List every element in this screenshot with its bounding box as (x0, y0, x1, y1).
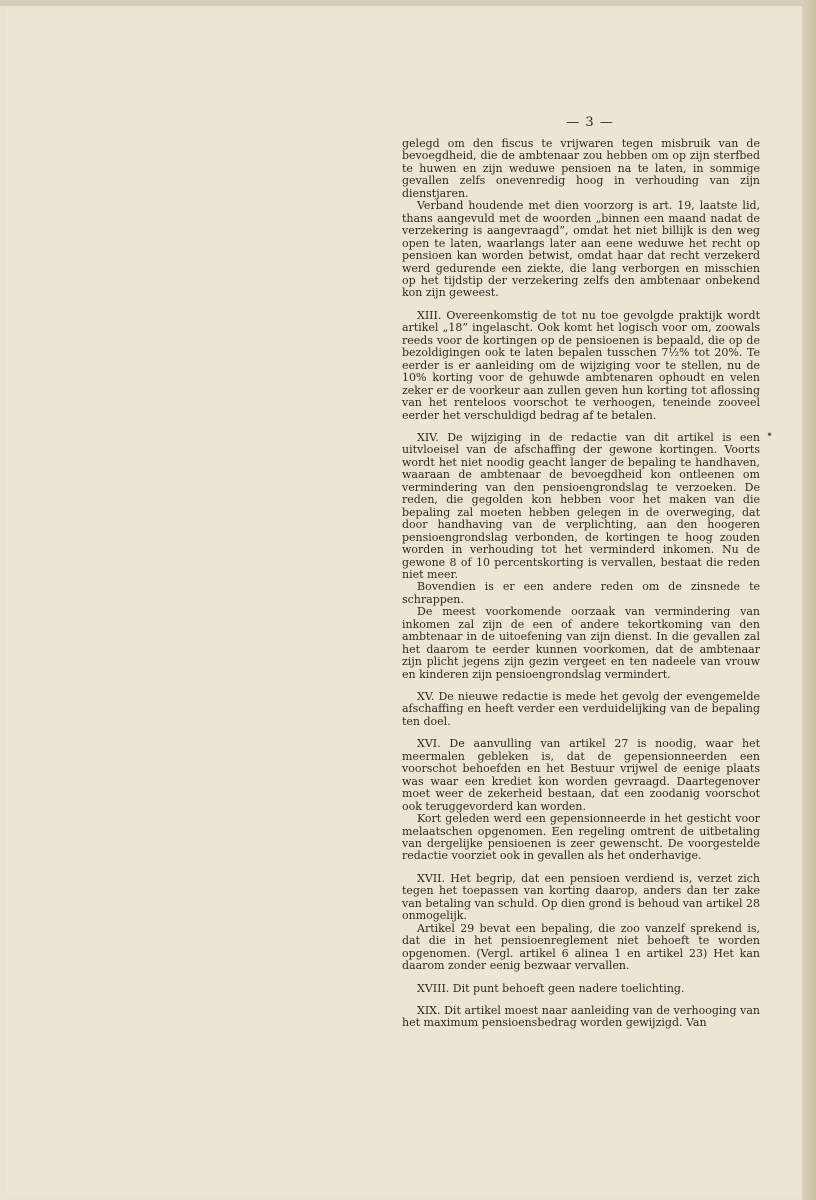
margin-dot: • (766, 428, 774, 442)
page-number: — 3 — (566, 115, 614, 130)
paragraph-xvii: XVII. Het begrip, dat een pensioen verdiend is, verzet zich tegen het toepassen van korting daarop, anders dan ter zake van betaling van schuld. Op dien grond is behoud van artikel 28 onmogelijk. (402, 871, 761, 923)
paragraph-xiv-bovendien: Bovendien is er een andere reden om de zinsnede te schrappen. (402, 580, 760, 606)
paragraph-xviii: XVIII. Dit punt behoeft geen nadere toelichting. (417, 981, 685, 995)
paragraph-art-19: Verband houdende met dien voorzorg is art. 19, laatste lid, thans aangevuld met de woorden „binnen een maand nadat de verzekering is aangevraagd”, omdat het niet billijk is den weg open te laten, waarlangs later aan eene weduwe het recht op pensioen kan worden betwist, omdat haar dat recht verzekerd werd gedurende een ziekte, die lang verborgen en misschien op het tijdstip der verzekering zelfs den ambtenaar onbekend kon zijn geweest. (402, 199, 760, 300)
text-column (402, 138, 760, 1030)
paragraph-xv: XV. De nieuwe redactie is mede het gevolg der evengemelde afschaffing en heeft verder een verduidelijking van de bepaling ten doel. (402, 690, 760, 728)
paragraph-xiii: XIII. Overeenkomstig de tot nu toe gevolgde praktijk wordt artikel „18” ingelascht. Ook komt het logisch voor om, zoowals reeds voor de kortingen op de pensioenen is bepaald, die op de bezoldigingen ook te laten bepalen tusschen 7½% tot 20%. Te eerder is er aanleiding om de wijziging voor te stellen, nu de 10% korting voor de gehuwde ambtenaren ophoudt en velen zeker er de voorkeur aan zullen geven hun korting tot aflossing van het renteloos voorschot te verhoogen, teneinde zooveel eerder het verschuldigd bedrag af te betalen. (402, 308, 760, 422)
paragraph-xvii-artikel-29: Artikel 29 bevat een bepaling, die zoo vanzelf sprekend is, dat die in het pensioenreglement niet behoeft te worden opgenomen. (Vergl. artikel 6 alinea 1 en artikel 23) Het kan daarom zonder eenig bezwaar vervallen. (402, 921, 760, 973)
paragraph-xvi-kort: Kort geleden werd een gepensionneerde in het gesticht voor melaatschen opgenomen. Een regeling omtrent de uitbetaling van dergelijke pensioenen is zeer gewenscht. De voorgestelde redactie voorziet ook in gevallen als het onderhavige. (402, 812, 760, 863)
paragraph-continuation: gelegd om den fiscus te vrijwaren tegen misbruik van de bevoegdheid, die de ambtenaar zou hebben om op zijn sterfbed te huwen en zijn weduwe pensioen na te laten, in sommige gevallen zelfs onevenredig hoog in verhouding van zijn dienstjaren. (402, 137, 760, 200)
paragraph-xiv-oorzaak: De meest voorkomende oorzaak van vermindering van inkomen zal zijn de een of andere tekortkoming van den ambtenaar in de uitoefening van zijn dienst. In die gevallen zal het daarom te eerder kunnen voorkomen, dat de ambtenaar zijn plicht jegens zijn gezin vergeet en ten nadeele van vrouw en kinderen zijn pensioengrondslag vermindert. (402, 605, 760, 681)
paragraph-xvi: XVI. De aanvulling van artikel 27 is noodig, waar het meermalen gebleken is, dat de gepensionneerden een voorschot behoefden en het Bestuur vrijwel de eenige plaats was waar een krediet kon worden gevraagd. Daartegenover moet weer de zekerheid bestaan, dat een zoodanig voorschot ook teruggevorderd kan worden. (402, 737, 760, 813)
paragraph-xix: XIX. Dit artikel moest naar aanleiding van de verhooging van het maximum pensioensbedrag worden gewijzigd. Van (402, 1004, 760, 1030)
page-edge (802, 0, 816, 1200)
paragraph-xiv: XIV. De wijziging in de redactie van dit artikel is een uitvloeisel van de afschaffing der gewone kortingen. Voorts wordt het niet noodig geacht langer de bepaling te handhaven, waaraan de ambtenaar de bevoegdheid kon ontleenen om vermindering van den pensioengrondslag te verzoeken. De reden, die gegolden kon hebben voor het maken van die bepaling zal moeten hebben gelegen in de overweging, dat door handhaving van de verplichting, aan den hoogeren pensioengrondslag verbonden, de kortingen te hoog zouden worden in verhouding tot het verminderd inkomen. Nu de gewone 8 of 10 percentskorting is vervallen, bestaat die reden niet meer. (402, 430, 760, 581)
